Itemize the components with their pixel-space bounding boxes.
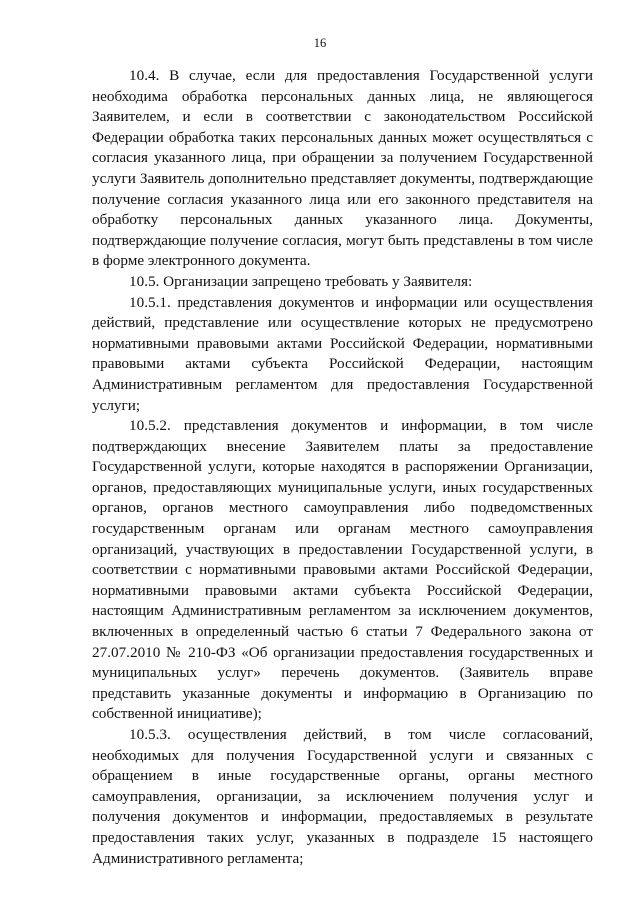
paragraph-10-5: 10.5. Организации запрещено требовать у Заявителя: bbox=[129, 272, 473, 290]
paragraph-10-5-2: 10.5.2. представления документов и информации, в том числе подтверждающих внесение Заявителем платы за предоставление Государственной услуги, которые находятся в распоряжении Организации, органов, предоставляющих муниципальные услуги, иных государственных органов, органов местного самоуправления либо подведомственных государственным органам или органам местного самоуправления организаций, участвующих в предоставлении Государственной услуги, в соответствии с нормативными правовыми актами Российской Федерации, нормативными правовыми актами субъекта Российской Федерации, настоящим Административным регламентом за исключением документов, включенных в определенный частью 6 статьи 7 Федерального закона от 27.07.2010 № 210-ФЗ «Об организации предоставления государственных и муниципальных услуг» перечень документов. (Заявитель вправе представить указанные документы и информацию в Организацию по собственной инициативе); bbox=[92, 417, 593, 723]
paragraph-10-5-3: 10.5.3. осуществления действий, в том числе согласований, необходимых для получения Государственной услуги и связанных с обращением в иные государственные органы, органы местного самоуправления, организации, за исключением получения услуг и получения документов и информации, предоставляемых в результате предоставления таких услуг, указанных в подразделе 15 настоящего Административного регламента; bbox=[92, 726, 593, 867]
page-number: 16 bbox=[313, 36, 327, 50]
document-body bbox=[92, 66, 593, 869]
paragraph-10-5-1: 10.5.1. представления документов и информации или осуществления действий, представление или осуществление которых не предусмотрено нормативными правовыми актами Российской Федерации, нормативными правовыми актами субъекта Российской Федерации, настоящим Административным регламентом для предоставления Государственной услуги; bbox=[92, 293, 593, 414]
paragraph-10-4: 10.4. В случае, если для предоставления Государственной услуги необходима обработка персональных данных лица, не являющегося Заявителем, и если в соответствии с законодательством Российской Федерации обработка таких персональных данных может осуществляться с согласия указанного лица, при обращении за получением Государственной услуги Заявитель дополнительно представляет документы, подтверждающие получение согласия указанного лица или его законного представителя на обработку персональных данных указанного лица. Документы, подтверждающие получение согласия, могут быть представлены в том числе в форме электронного документа. bbox=[92, 67, 593, 270]
